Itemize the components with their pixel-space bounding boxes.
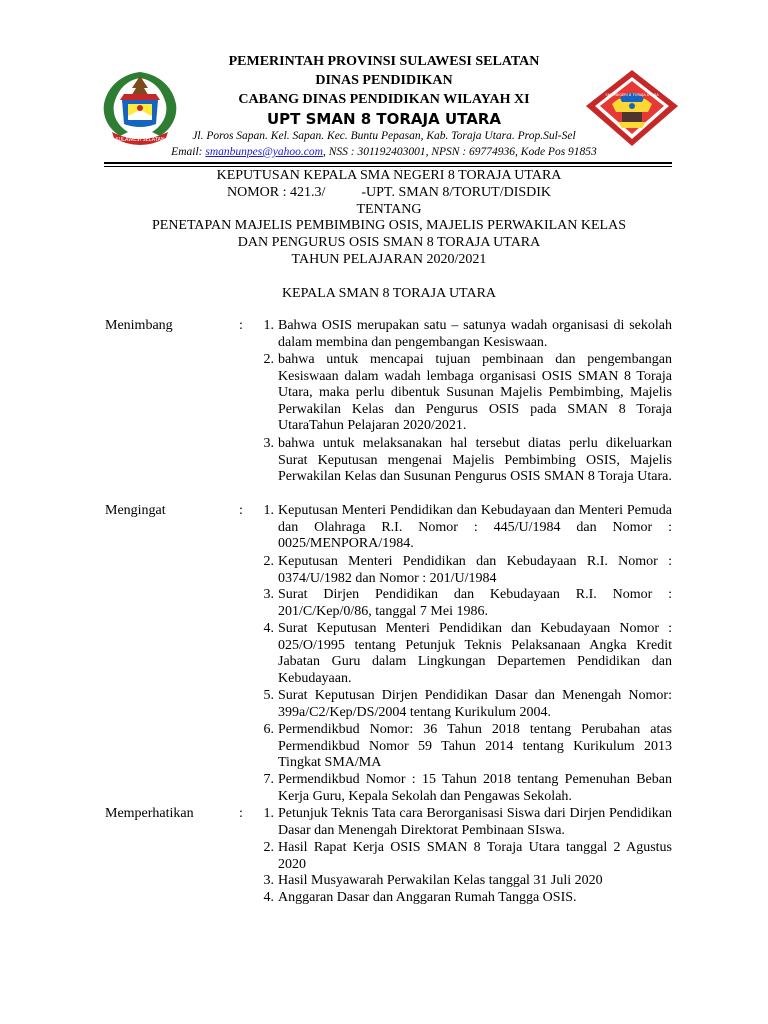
government-name: PEMERINTAH PROVINSI SULAWESI SELATAN bbox=[228, 54, 540, 69]
school-contact bbox=[0, 146, 768, 158]
decree-number bbox=[0, 185, 768, 201]
list-item-number: 1. bbox=[263, 503, 274, 518]
list-item bbox=[252, 352, 672, 435]
emblem-banner-text: SULAWESI SELATAN bbox=[115, 137, 165, 143]
list-item bbox=[252, 840, 672, 873]
list-item bbox=[252, 722, 672, 772]
email-label: Email: bbox=[171, 146, 206, 158]
decree-signatory-title: KEPALA SMAN 8 TORAJA UTARA bbox=[281, 286, 497, 301]
list-item-text: Surat Keputusan Dirjen Pendidikan Dasar dan Menengah Nomor: 399a/C2/Kep/DS/2004 tentang Kurikulum 2004. bbox=[278, 688, 672, 720]
list-item bbox=[252, 772, 672, 805]
list-item-text: Keputusan Menteri Pendidikan dan Kebudayaan dan Menteri Pemuda dan Olahraga R.I. Nomor : 445/U/1984 dan Nomor : 0025/MENPORA/1984. bbox=[278, 503, 672, 552]
decree-number-suffix: -UPT. SMAN 8/TORUT/DISDIK bbox=[361, 185, 552, 200]
contact-details: , NSS : 301192403001, NPSN : 69774936, Kode Pos 91853 bbox=[322, 146, 597, 158]
section-label-memperhatikan: Memperhatikan bbox=[105, 806, 194, 821]
section-colon: : bbox=[239, 503, 243, 518]
list-item-number: 3. bbox=[263, 436, 274, 451]
list-item-number: 2. bbox=[263, 352, 274, 367]
list-item bbox=[252, 621, 672, 687]
list-item-text: Hasil Rapat Kerja OSIS SMAN 8 Toraja Utara tanggal 2 Agustus 2020 bbox=[278, 840, 672, 872]
email-link[interactable]: smanbunpes@yahoo.com bbox=[205, 146, 323, 158]
list-item bbox=[252, 503, 672, 553]
section-label-mengingat: Mengingat bbox=[105, 503, 166, 518]
list-item bbox=[252, 873, 672, 890]
section-label-menimbang: Menimbang bbox=[105, 318, 173, 333]
list-item-number: 4. bbox=[263, 621, 274, 636]
list-item-text: Permendikbud Nomor : 15 Tahun 2018 tentang Pemenuhan Beban Kerja Guru, Kepala Sekolah dan Pengawas Sekolah. bbox=[278, 772, 672, 804]
letterhead-rule-thin bbox=[104, 166, 672, 167]
decree-year: TAHUN PELAJARAN 2020/2021 bbox=[291, 252, 487, 267]
list-item-text: bahwa untuk melaksanakan hal tersebut diatas perlu dikeluarkan Surat Keputusan mengenai Majelis Pembimbing OSIS, Majelis Perwakilan Kelas dan Susunan Pengurus OSIS SMAN 8 Toraja Utara. bbox=[278, 436, 672, 485]
school-name: UPT SMAN 8 TORAJA UTARA bbox=[267, 110, 501, 128]
decree-subject-line2: DAN PENGURUS OSIS SMAN 8 TORAJA UTARA bbox=[237, 235, 541, 250]
list-item-text: Hasil Musyawarah Perwakilan Kelas tanggal 31 Juli 2020 bbox=[278, 873, 603, 888]
list-item-text: Bahwa OSIS merupakan satu – satunya wadah organisasi di sekolah dalam membina dan pengembangan Kesiswaan. bbox=[278, 318, 672, 350]
list-item-text: Anggaran Dasar dan Anggaran Rumah Tangga OSIS. bbox=[278, 890, 577, 905]
list-item bbox=[252, 587, 672, 620]
list-item-number: 1. bbox=[263, 318, 274, 333]
list-item-number: 3. bbox=[263, 587, 274, 602]
list-item bbox=[252, 436, 672, 486]
decree-number-prefix: NOMOR : 421.3/ bbox=[226, 185, 326, 200]
list-item-number: 3. bbox=[263, 873, 274, 888]
list-item bbox=[252, 318, 672, 351]
list-item-number: 2. bbox=[263, 840, 274, 855]
list-item-text: Surat Dirjen Pendidikan dan Kebudayaan R.I. Nomor : 201/C/Kep/0/86, tanggal 7 Mei 1986. bbox=[278, 587, 672, 619]
decree-heading: KEPUTUSAN KEPALA SMA NEGERI 8 TORAJA UTARA bbox=[216, 168, 562, 183]
list-item bbox=[252, 890, 672, 907]
list-item-number: 2. bbox=[263, 554, 274, 569]
branch-name: CABANG DINAS PENDIDIKAN WILAYAH XI bbox=[238, 92, 530, 107]
decree-subject-line1: PENETAPAN MAJELIS PEMBIMBING OSIS, MAJELIS PERWAKILAN KELAS bbox=[151, 218, 626, 233]
decree-tentang: TENTANG bbox=[356, 202, 422, 217]
list-item-number: 5. bbox=[263, 688, 274, 703]
list-item-text: Permendikbud Nomor: 36 Tahun 2018 tentang Perubahan atas Permendikbud Nomor 59 Tahun 2014 tentang Kurikulum 2013 Tingkat SMA/MA bbox=[278, 722, 672, 771]
list-item bbox=[252, 688, 672, 721]
list-item-text: Keputusan Menteri Pendidikan dan Kebudayaan R.I. Nomor : 0374/U/1982 dan Nomor : 201/U/1984 bbox=[278, 554, 672, 586]
list-item bbox=[252, 554, 672, 587]
list-item-number: 4. bbox=[263, 890, 274, 905]
department-name: DINAS PENDIDIKAN bbox=[315, 73, 453, 88]
section-colon: : bbox=[239, 806, 243, 821]
school-address: Jl. Poros Sapan. Kel. Sapan. Kec. Buntu Pepasan, Kab. Toraja Utara. Prop.Sul-Sel bbox=[192, 130, 576, 142]
list-item-text: Petunjuk Teknis Tata cara Berorganisasi Siswa dari Dirjen Pendidikan Dasar dan Menengah Direktorat Pembinaan SIswa. bbox=[278, 806, 672, 838]
list-item-text: Surat Keputusan Menteri Pendidikan dan Kebudayaan Nomor : 025/O/1995 tentang Petunjuk Teknis Pelaksanaan Angka Kredit Jabatan Guru dalam Lingkungan Departemen Pendidikan dan Kebudayaan. bbox=[278, 621, 672, 686]
letterhead-rule-thick bbox=[104, 162, 672, 164]
list-item-text: bahwa untuk mencapai tujuan pembinaan dan pengembangan Kesiswaan dalam wadah lembaga organisasi OSIS SMAN 8 Toraja Utara, maka perlu dibentuk Susunan Majelis Pembimbing, Majelis Perwakilan Kelas dan Pengurus OSIS pada SMAN 8 Toraja UtaraTahun Pelajaran 2020/2021. bbox=[278, 352, 672, 434]
list-item bbox=[252, 806, 672, 839]
list-item-number: 6. bbox=[263, 722, 274, 737]
list-item-number: 7. bbox=[263, 772, 274, 787]
section-colon: : bbox=[239, 318, 243, 333]
school-emblem-text: SMA NEGERI 8 TORAJA UTARA bbox=[605, 93, 659, 97]
list-item-number: 1. bbox=[263, 806, 274, 821]
